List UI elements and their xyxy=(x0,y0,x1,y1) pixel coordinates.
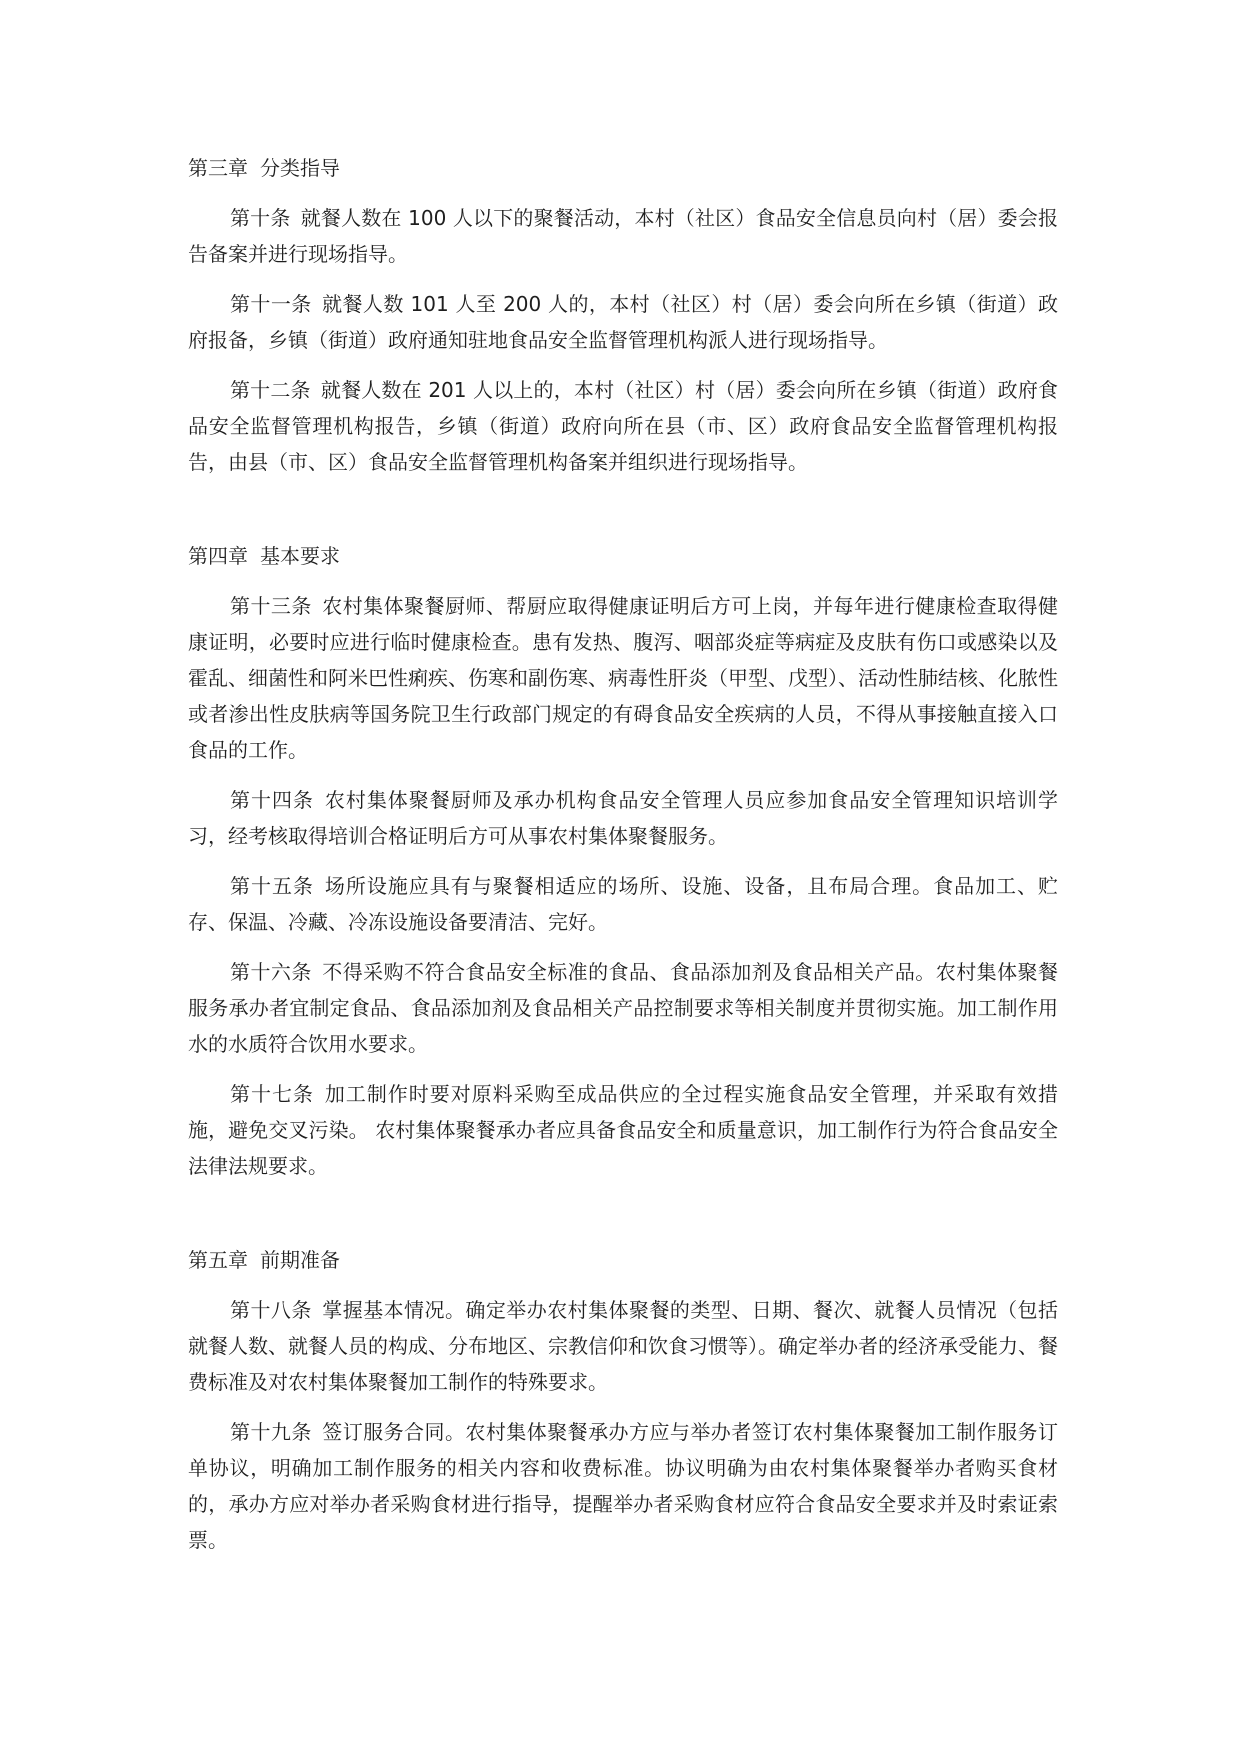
article-18 xyxy=(188,1292,1058,1400)
article-text: 就餐人数在 100 人以下的聚餐活动，本村（社区）食品安全信息员向村（居）委会报告备案并进行现场指导。 xyxy=(188,206,1059,266)
article-label: 第十条 xyxy=(230,206,291,230)
document-body xyxy=(188,150,1058,1558)
chapter-label: 第四章 xyxy=(188,544,248,568)
article-15 xyxy=(188,868,1058,940)
article-label: 第十一条 xyxy=(230,292,312,316)
article-text: 不得采购不符合食品安全标准的食品、食品添加剂及食品相关产品。农村集体聚餐服务承办者宜制定食品、食品添加剂及食品相关产品控制要求等相关制度并贯彻实施。加工制作用水的水质符合饮用水要求。 xyxy=(188,960,1059,1056)
chapter-label: 第五章 xyxy=(188,1248,248,1272)
article-text: 加工制作时要对原料采购至成品供应的全过程实施食品安全管理，并采取有效措施，避免交叉污染。 农村集体聚餐承办者应具备食品安全和质量意识，加工制作行为符合食品安全法律法规要求。 xyxy=(188,1082,1059,1178)
article-text: 农村集体聚餐厨师、帮厨应取得健康证明后方可上岗，并每年进行健康检查取得健康证明，必要时应进行临时健康检查。患有发热、腹泻、咽部炎症等病症及皮肤有伤口或感染以及霍乱、细菌性和阿米巴性痢疾、伤寒和副伤寒、病毒性肝炎（甲型、戊型）、活动性肺结核、化脓性或者渗出性皮肤病等国务院卫生行政部门规定的有碍食品安全疾病的人员，不得从事接触直接入口食品的工作。 xyxy=(188,594,1059,762)
article-11 xyxy=(188,286,1058,358)
article-text: 就餐人数在 201 人以上的，本村（社区）村（居）委会向所在乡镇（街道）政府食品安全监督管理机构报告，乡镇（街道）政府向所在县（市、区）政府食品安全监督管理机构报告，由县（市、区）食品安全监督管理机构备案并组织进行现场指导。 xyxy=(188,378,1059,474)
article-text: 掌握基本情况。确定举办农村集体聚餐的类型、日期、餐次、就餐人员情况（包括就餐人数、就餐人员的构成、分布地区、宗教信仰和饮食习惯等）。确定举办者的经济承受能力、餐费标准及对农村集体聚餐加工制作的特殊要求。 xyxy=(188,1298,1059,1394)
article-label: 第十五条 xyxy=(230,874,314,898)
chapter-3 xyxy=(188,150,1058,480)
chapter-heading xyxy=(188,1242,1058,1278)
chapter-title: 分类指导 xyxy=(260,156,340,180)
chapter-4 xyxy=(188,538,1058,1184)
article-text: 场所设施应具有与聚餐相适应的场所、设施、设备，且布局合理。食品加工、贮存、保温、冷藏、冷冻设施设备要清洁、完好。 xyxy=(188,874,1059,934)
article-text: 就餐人数 101 人至 200 人的，本村（社区）村（居）委会向所在乡镇（街道）政府报备，乡镇（街道）政府通知驻地食品安全监督管理机构派人进行现场指导。 xyxy=(188,292,1059,352)
article-text: 农村集体聚餐厨师及承办机构食品安全管理人员应参加食品安全管理知识培训学习，经考核取得培训合格证明后方可从事农村集体聚餐服务。 xyxy=(188,788,1059,848)
article-14 xyxy=(188,782,1058,854)
chapter-label: 第三章 xyxy=(188,156,248,180)
article-text: 签订服务合同。农村集体聚餐承办方应与举办者签订农村集体聚餐加工制作服务订单协议，明确加工制作服务的相关内容和收费标准。协议明确为由农村集体聚餐举办者购买食材的，承办方应对举办者采购食材进行指导，提醒举办者采购食材应符合食品安全要求并及时索证索票。 xyxy=(188,1420,1059,1552)
article-label: 第十六条 xyxy=(230,960,312,984)
article-12 xyxy=(188,372,1058,480)
article-label: 第十七条 xyxy=(230,1082,314,1106)
chapter-title: 前期准备 xyxy=(260,1248,340,1272)
article-10 xyxy=(188,200,1058,272)
article-label: 第十九条 xyxy=(230,1420,312,1444)
chapter-title: 基本要求 xyxy=(260,544,340,568)
article-label: 第十八条 xyxy=(230,1298,312,1322)
article-label: 第十三条 xyxy=(230,594,312,618)
article-19 xyxy=(188,1414,1058,1558)
chapter-heading xyxy=(188,538,1058,574)
article-13 xyxy=(188,588,1058,768)
chapter-heading xyxy=(188,150,1058,186)
article-label: 第十二条 xyxy=(230,378,311,402)
article-label: 第十四条 xyxy=(230,788,314,812)
chapter-5 xyxy=(188,1242,1058,1558)
article-16 xyxy=(188,954,1058,1062)
article-17 xyxy=(188,1076,1058,1184)
